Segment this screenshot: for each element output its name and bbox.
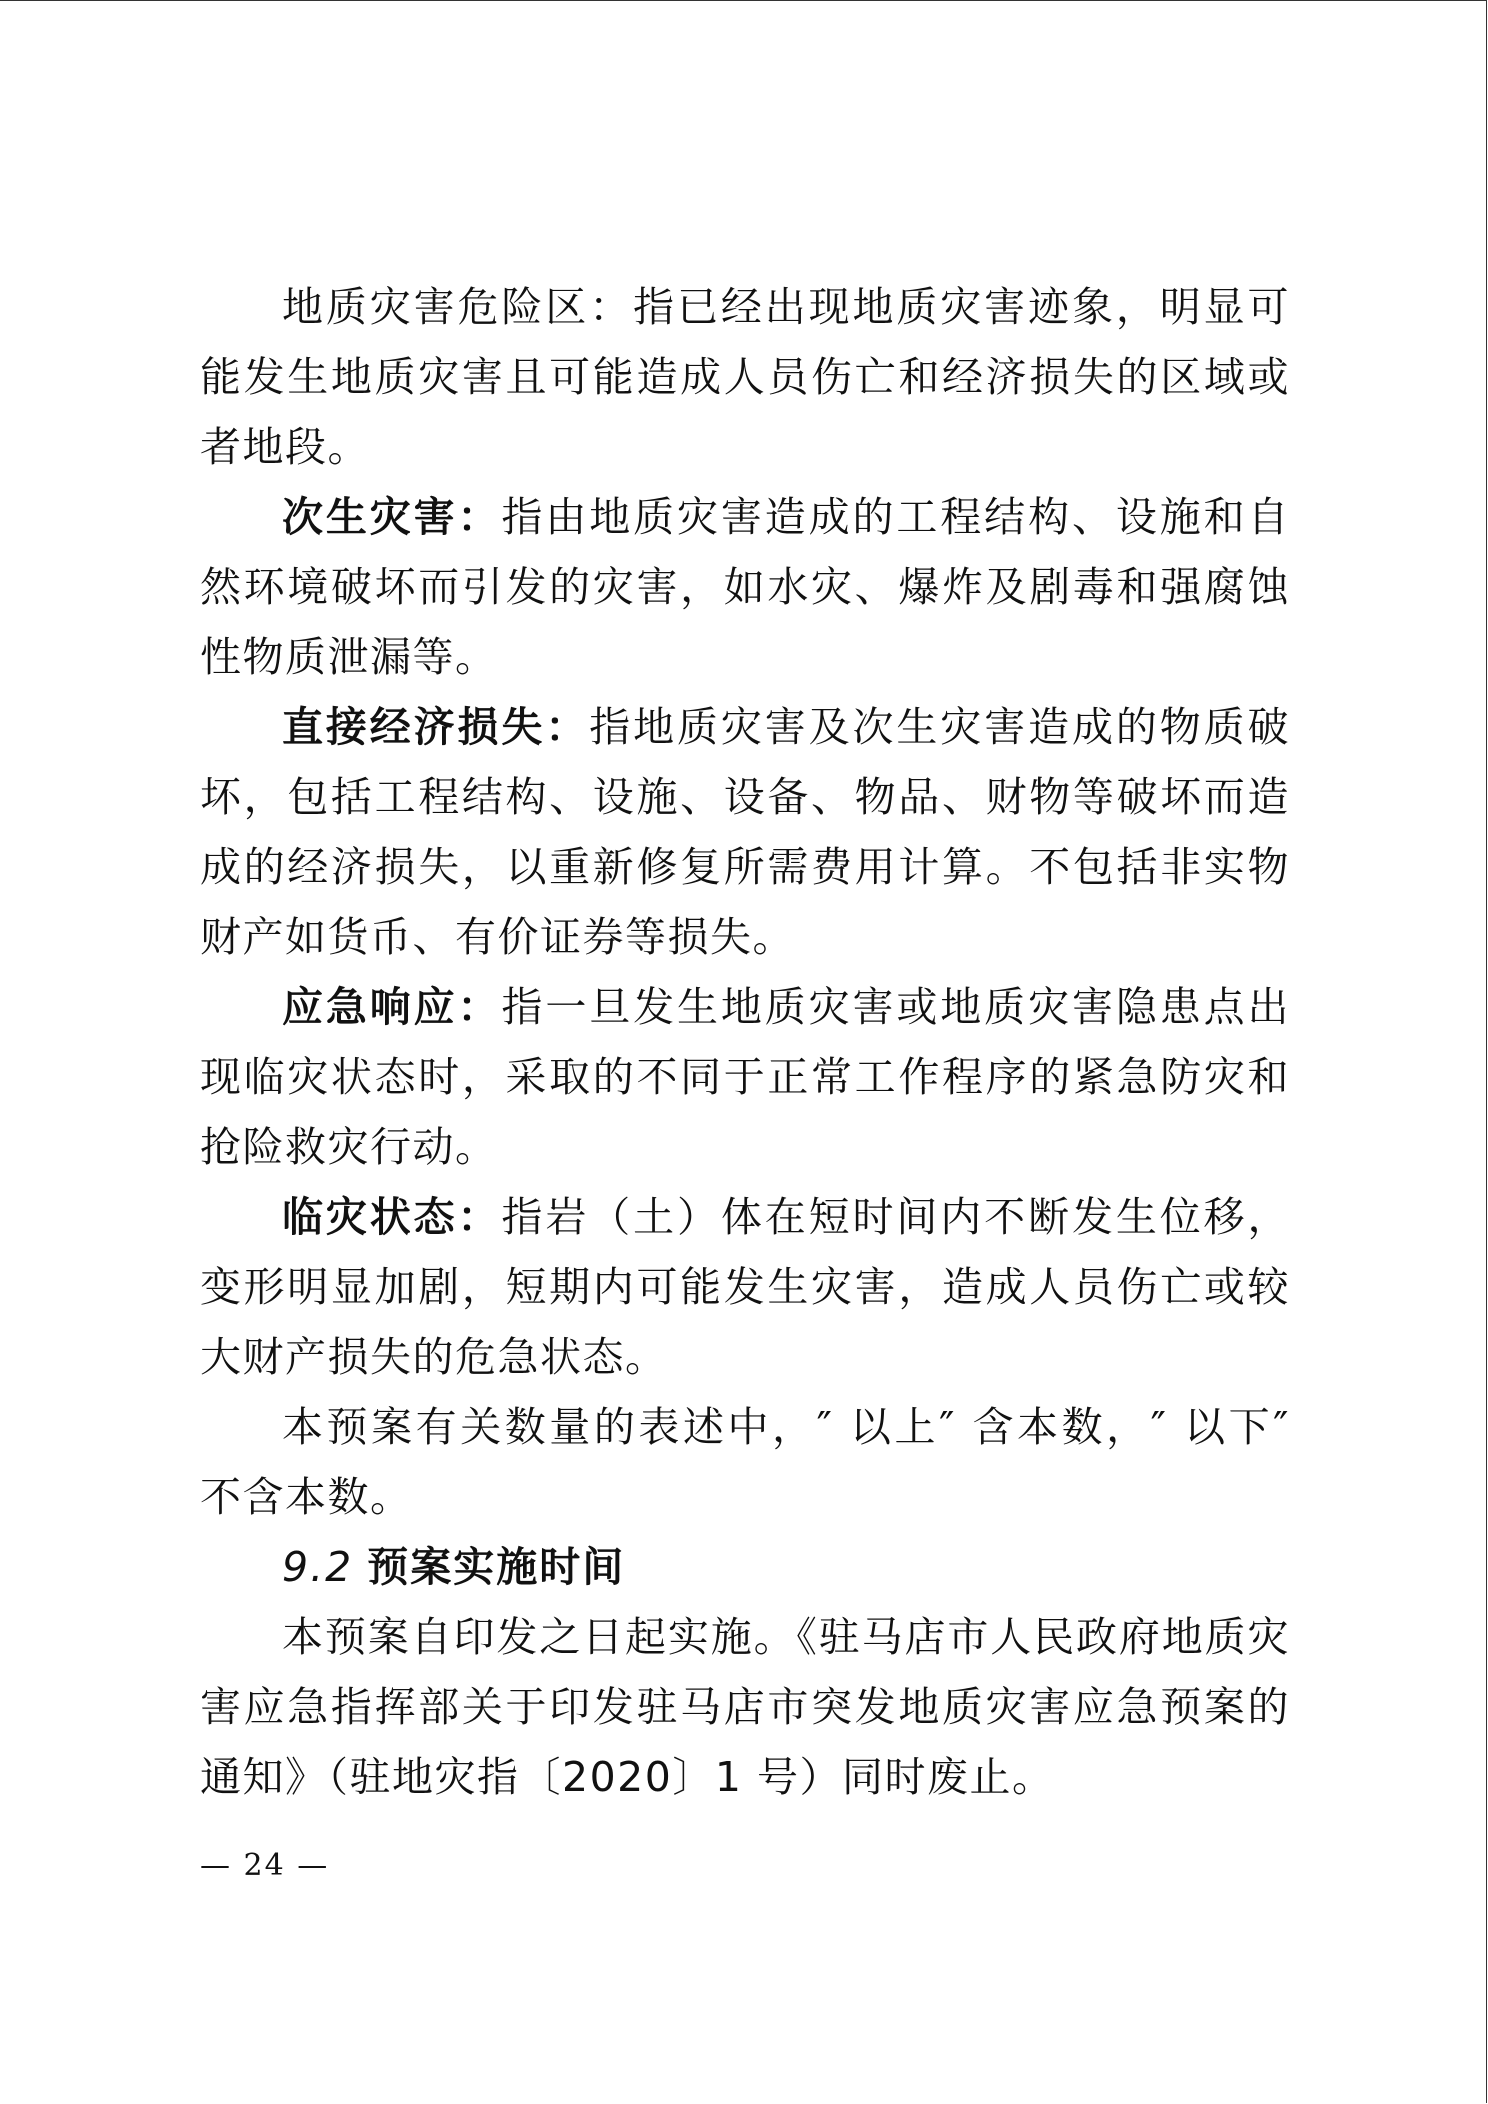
paragraph-direct-economic-loss <box>200 692 1290 972</box>
paragraph-term: 直接经济损失： <box>282 703 590 751</box>
paragraph-secondary-disaster <box>200 482 1290 692</box>
paragraph-implementation-date <box>200 1602 1290 1812</box>
section-title: 预案实施时间 <box>367 1543 626 1591</box>
page-number: — 24 — <box>200 1848 330 1883</box>
paragraph-text: 指地质灾害及次生灾害造成的物质破坏，包括工程结构、设施、设备、物品、财物等破坏而造成的经济损失，以重新修复所需费用计算。不包括非实物财产如货币、有价证券等损失。 <box>200 703 1291 961</box>
paragraph-danger-zone <box>200 272 1290 482</box>
paragraph-emergency-response <box>200 972 1290 1182</box>
paragraph-text: 指岩（土）体在短时间内不断发生位移，变形明显加剧，短期内可能发生灾害，造成人员伤亡或较大财产损失的危急状态。 <box>200 1193 1291 1381</box>
paragraph-text: 指一旦发生地质灾害或地质灾害隐患点出现临灾状态时，采取的不同于正常工作程序的紧急防灾和抢险救灾行动。 <box>200 983 1291 1171</box>
paragraph-imminent-disaster-state <box>200 1182 1290 1392</box>
paragraph-term: 次生灾害： <box>282 493 502 541</box>
document-body <box>200 272 1290 1812</box>
paragraph-text: 本预案有关数量的表述中，″ 以上″ 含本数，″ 以下″ 不含本数。 <box>200 1403 1290 1521</box>
paragraph-text: 地质灾害危险区：指已经出现地质灾害迹象，明显可能发生地质灾害且可能造成人员伤亡和经济损失的区域或者地段。 <box>200 283 1290 471</box>
section-heading <box>200 1532 1290 1602</box>
paragraph-term: 应急响应： <box>282 983 502 1031</box>
paragraph-quantity-note <box>200 1392 1290 1532</box>
paragraph-text: 指由地质灾害造成的工程结构、设施和自然环境破坏而引发的灾害，如水灾、爆炸及剧毒和强腐蚀性物质泄漏等。 <box>200 493 1291 681</box>
paragraph-text: 本预案自印发之日起实施。《驻马店市人民政府地质灾害应急指挥部关于印发驻马店市突发地质灾害应急预案的通知》（驻地灾指〔2020〕1 号）同时废止。 <box>200 1613 1290 1801</box>
section-number: 9.2 <box>282 1543 354 1591</box>
paragraph-term: 临灾状态： <box>282 1193 502 1241</box>
